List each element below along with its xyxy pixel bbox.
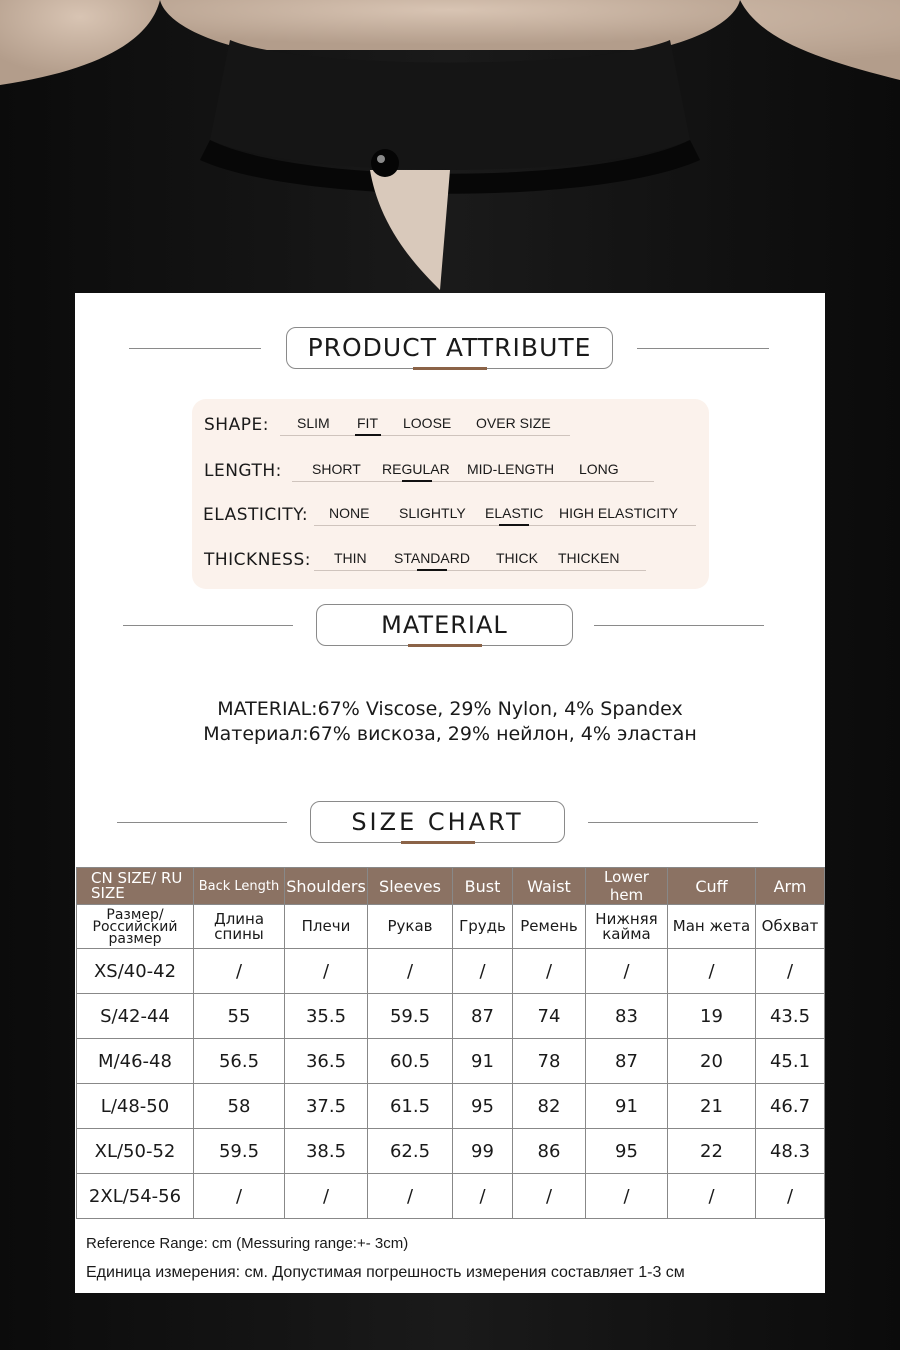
size-chart-title-text: SIZE CHART [351, 808, 524, 836]
header-cell-ru: Грудь [453, 905, 513, 949]
header-row-ru [77, 905, 825, 949]
header-cell-ru: Ман жета [668, 905, 756, 949]
attr-option-selected: FIT [357, 415, 378, 431]
value-cell: 21 [668, 1084, 756, 1129]
value-cell: 91 [586, 1084, 668, 1129]
header-cell: Sleeves [368, 868, 453, 905]
value-cell: / [285, 949, 368, 994]
divider-left [123, 625, 293, 626]
value-cell: / [453, 949, 513, 994]
value-cell: 43.5 [756, 994, 825, 1039]
product-attribute-title-text: PRODUCT ATTRIBUTE [307, 333, 592, 362]
divider-right [637, 348, 769, 349]
value-cell: 59.5 [194, 1129, 285, 1174]
header-cell-ru: Размер/ Российский размер [77, 905, 194, 949]
value-cell: 37.5 [285, 1084, 368, 1129]
value-cell: 61.5 [368, 1084, 453, 1129]
attribute-box [192, 399, 709, 589]
value-cell: 87 [453, 994, 513, 1039]
value-cell: 38.5 [285, 1129, 368, 1174]
attr-option: SLIGHTLY [399, 505, 466, 521]
attr-option-selected: REGULAR [382, 461, 450, 477]
divider-right [594, 625, 764, 626]
attr-label-elasticity: ELASTICITY: [203, 505, 309, 525]
attr-label-shape: SHAPE: [204, 415, 269, 435]
attr-row-thickness [192, 548, 709, 578]
size-table [76, 867, 825, 1219]
attr-option-selected: ELASTIC [485, 505, 544, 521]
value-cell: 91 [453, 1039, 513, 1084]
value-cell: 19 [668, 994, 756, 1039]
attr-row-shape [192, 413, 709, 443]
value-cell: 99 [453, 1129, 513, 1174]
attr-option: LONG [579, 461, 619, 477]
value-cell: 36.5 [285, 1039, 368, 1084]
header-cell-ru: Обхват [756, 905, 825, 949]
product-attribute-title [286, 327, 613, 369]
value-cell: / [368, 949, 453, 994]
value-cell: 35.5 [285, 994, 368, 1039]
title-underbar [413, 367, 487, 370]
header-cell: Cuff [668, 868, 756, 905]
table-row [77, 994, 825, 1039]
value-cell: / [756, 1174, 825, 1219]
material-ru: Материал:67% вискоза, 29% нейлон, 4% эластан [203, 723, 697, 745]
divider-right [588, 822, 758, 823]
table-row [77, 1084, 825, 1129]
attr-option: NONE [329, 505, 370, 521]
value-cell: / [285, 1174, 368, 1219]
value-cell: / [586, 949, 668, 994]
info-panel [75, 293, 825, 1293]
attr-option: HIGH ELASTICITY [559, 505, 679, 521]
reference-note-en: Reference Range: cm (Messuring range:+- 3cm) [86, 1235, 409, 1252]
attr-option: OVER SIZE [476, 415, 551, 431]
value-cell: 60.5 [368, 1039, 453, 1084]
value-cell: 59.5 [368, 994, 453, 1039]
header-cell: Lower hem [586, 868, 668, 905]
attr-option: MID-LENGTH [467, 461, 555, 477]
value-cell: 22 [668, 1129, 756, 1174]
attr-option: SHORT [312, 461, 361, 477]
value-cell: / [586, 1174, 668, 1219]
attr-option: THICK [496, 550, 538, 566]
table-row [77, 1174, 825, 1219]
value-cell: 78 [513, 1039, 586, 1084]
value-cell: 82 [513, 1084, 586, 1129]
divider-left [117, 822, 287, 823]
size-table-body [77, 949, 825, 1219]
material-title [316, 604, 573, 646]
header-cell-ru: Рукав [368, 905, 453, 949]
header-cell: Waist [513, 868, 586, 905]
reference-note-ru: Единица измерения: см. Допустимая погрешность измерения составляет 1-3 см [86, 1264, 685, 1281]
value-cell: 46.7 [756, 1084, 825, 1129]
attr-line [314, 570, 646, 571]
value-cell: / [756, 949, 825, 994]
value-cell: 95 [586, 1129, 668, 1174]
header-cell: Arm [756, 868, 825, 905]
value-cell: / [453, 1174, 513, 1219]
value-cell: 55 [194, 994, 285, 1039]
attr-option: SLIM [297, 415, 330, 431]
value-cell: / [194, 949, 285, 994]
size-cell: L/48-50 [77, 1084, 194, 1129]
attr-label-length: LENGTH: [204, 461, 282, 481]
attr-selected-marker [417, 569, 447, 571]
header-cell: Back Length [194, 868, 285, 905]
value-cell: 56.5 [194, 1039, 285, 1084]
attr-option: THICKEN [558, 550, 620, 566]
header-cell-ru: Длина спины [194, 905, 285, 949]
value-cell: 62.5 [368, 1129, 453, 1174]
header-cell-ru: Плечи [285, 905, 368, 949]
attr-selected-marker [355, 434, 381, 436]
header-cell-ru: Ремень [513, 905, 586, 949]
value-cell: 87 [586, 1039, 668, 1084]
value-cell: / [513, 1174, 586, 1219]
value-cell: / [668, 1174, 756, 1219]
header-cell: Bust [453, 868, 513, 905]
value-cell: 45.1 [756, 1039, 825, 1084]
attr-option-selected: STANDARD [394, 550, 470, 566]
value-cell: / [194, 1174, 285, 1219]
attr-line [292, 481, 654, 482]
header-cell: CN SIZE/ RU SIZE [77, 868, 194, 905]
attr-line [280, 435, 570, 436]
material-title-text: MATERIAL [381, 611, 508, 639]
table-row [77, 949, 825, 994]
attr-option: LOOSE [403, 415, 452, 431]
value-cell: / [368, 1174, 453, 1219]
material-en: MATERIAL:67% Viscose, 29% Nylon, 4% Spandex [217, 698, 683, 720]
value-cell: 74 [513, 994, 586, 1039]
attr-selected-marker [499, 524, 529, 526]
attr-row-length [192, 459, 709, 489]
attr-row-elasticity [192, 503, 709, 533]
attr-selected-marker [402, 480, 432, 482]
header-cell-ru: Нижняя кайма [586, 905, 668, 949]
header-row-en [77, 868, 825, 905]
table-row [77, 1129, 825, 1174]
size-cell: S/42-44 [77, 994, 194, 1039]
size-chart-title [310, 801, 565, 843]
value-cell: 58 [194, 1084, 285, 1129]
value-cell: 48.3 [756, 1129, 825, 1174]
value-cell: 95 [453, 1084, 513, 1129]
header-cell: Shoulders [285, 868, 368, 905]
size-cell: 2XL/54-56 [77, 1174, 194, 1219]
size-cell: XL/50-52 [77, 1129, 194, 1174]
value-cell: / [668, 949, 756, 994]
divider-left [129, 348, 261, 349]
size-cell: M/46-48 [77, 1039, 194, 1084]
value-cell: 83 [586, 994, 668, 1039]
value-cell: / [513, 949, 586, 994]
title-underbar [408, 644, 482, 647]
size-cell: XS/40-42 [77, 949, 194, 994]
attr-option: THIN [334, 550, 367, 566]
title-underbar [401, 841, 475, 844]
value-cell: 86 [513, 1129, 586, 1174]
table-row [77, 1039, 825, 1084]
attr-label-thickness: THICKNESS: [204, 550, 311, 570]
value-cell: 20 [668, 1039, 756, 1084]
